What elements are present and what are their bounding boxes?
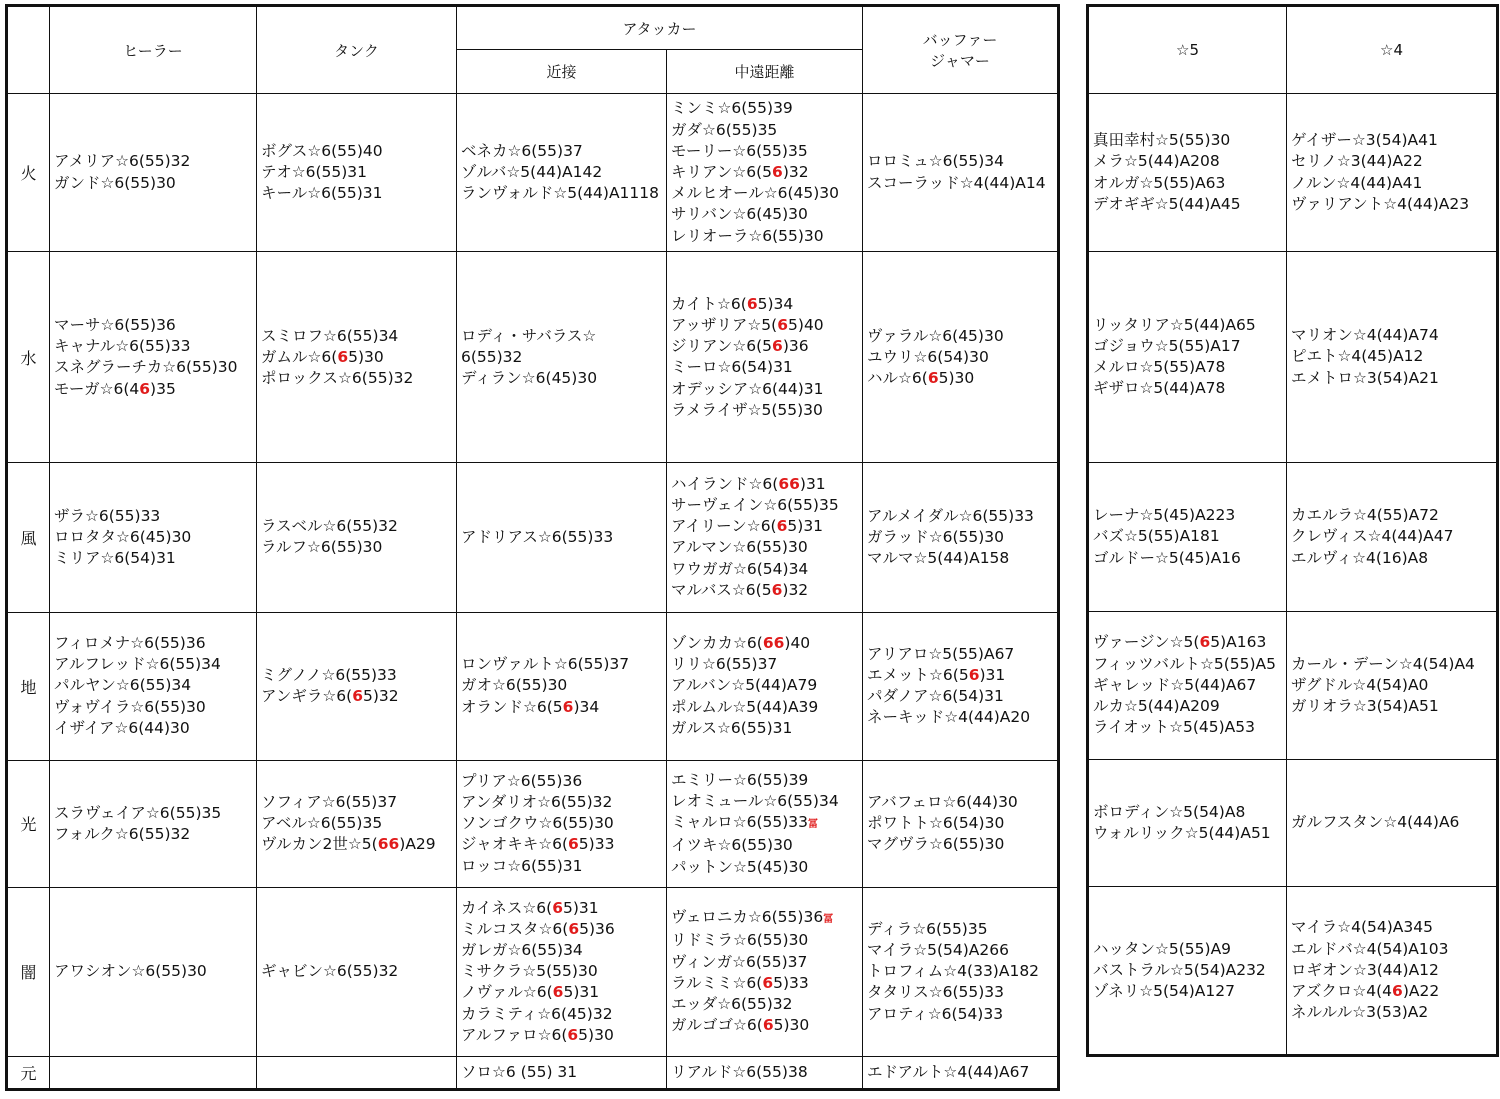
entry: アドリアス☆6(55)33 xyxy=(461,527,614,546)
entry: マイラ☆5(54)A266 xyxy=(867,941,1009,960)
star-row xyxy=(1088,760,1498,887)
entry: ロギオン☆3(44)A12 xyxy=(1291,960,1439,979)
entry: アルファロ☆6(65)30 xyxy=(461,1025,614,1044)
entry: ノルン☆4(44)A41 xyxy=(1291,173,1423,192)
entry: メルヒオール☆6(45)30 xyxy=(671,184,839,203)
entry: ガダ☆6(55)35 xyxy=(671,120,778,139)
element-label: 闇 xyxy=(7,887,50,1056)
ranged-cell xyxy=(667,463,863,612)
melee-cell xyxy=(457,612,667,760)
entry: ギャビン☆6(55)32 xyxy=(261,962,399,981)
entry: リッタリア☆5(44)A65 xyxy=(1093,315,1256,334)
entry: ガオ☆6(55)30 xyxy=(461,676,568,695)
entry: アッザリア☆5(65)40 xyxy=(671,315,824,334)
entry: バズ☆5(55)A181 xyxy=(1093,527,1220,546)
tank-cell xyxy=(257,612,457,760)
entry: スラヴェイア☆6(55)35 xyxy=(54,803,222,822)
highlight-digit: 6 xyxy=(552,983,564,1002)
header-tank: タンク xyxy=(257,6,457,94)
entry: アルフレッド☆6(55)34 xyxy=(54,655,221,674)
highlight-digit: 6 xyxy=(762,973,774,992)
entry: ポロックス☆6(55)32 xyxy=(261,368,414,387)
entry: セリノ☆3(44)A22 xyxy=(1291,152,1423,171)
buffer-cell xyxy=(863,94,1059,252)
star5-cell xyxy=(1088,887,1287,1056)
entry: パダノア☆6(54)31 xyxy=(867,687,1004,706)
entry: イツキ☆6(55)30 xyxy=(671,836,793,855)
entry: プリア☆6(55)36 xyxy=(461,771,583,790)
entry: オルガ☆5(55)A63 xyxy=(1093,173,1226,192)
highlight-digit: 66 xyxy=(377,835,400,854)
main-table-body xyxy=(7,94,1059,1090)
entry: アルマン☆6(55)30 xyxy=(671,538,808,557)
entry: ガルゴゴ☆6(65)30 xyxy=(671,1016,810,1035)
entry: パルヤン☆6(55)34 xyxy=(54,676,192,695)
tank-cell xyxy=(257,887,457,1056)
entry: アリアロ☆5(55)A67 xyxy=(867,644,1015,663)
highlight-digit: 6 xyxy=(568,919,580,938)
element-row xyxy=(7,94,1059,252)
entry: アベル☆6(55)35 xyxy=(261,814,383,833)
star5-cell xyxy=(1088,760,1287,887)
entry: 6(55)32 xyxy=(461,347,523,366)
highlight-digit: 6 xyxy=(1199,633,1211,652)
entry: ウォルリック☆5(44)A51 xyxy=(1093,824,1271,842)
entry: マリオン☆4(44)A74 xyxy=(1291,326,1439,345)
entry: ガムル☆6(65)30 xyxy=(261,347,384,366)
entry: レリオーラ☆6(55)30 xyxy=(671,226,824,245)
star4-cell xyxy=(1287,252,1498,463)
star5-cell xyxy=(1088,252,1287,463)
entry: ラスベル☆6(55)32 xyxy=(261,517,398,536)
ranged-cell xyxy=(667,887,863,1056)
entry: カエルラ☆4(55)A72 xyxy=(1291,506,1439,525)
entry: ディラン☆6(45)30 xyxy=(461,368,598,387)
entry: エルドバ☆4(54)A103 xyxy=(1291,939,1449,958)
entry: キリアン☆6(56)32 xyxy=(671,163,809,182)
entry: ポルムル☆5(44)A39 xyxy=(671,697,819,716)
entry: バストラル☆5(54)A232 xyxy=(1093,960,1266,979)
entry: メラ☆5(44)A208 xyxy=(1093,152,1220,171)
melee-cell xyxy=(457,252,667,463)
entry: ゾンカカ☆6(66)40 xyxy=(671,634,811,653)
entry: タタリス☆6(55)33 xyxy=(867,983,1005,1002)
healer-cell xyxy=(50,887,257,1056)
element-label: 風 xyxy=(7,463,50,612)
highlight-digit: 6 xyxy=(772,337,783,356)
highlight-digit: 66 xyxy=(762,634,785,653)
entry: ザラ☆6(55)33 xyxy=(54,506,161,525)
star5-cell xyxy=(1088,463,1287,612)
entry: ゾルバ☆5(44)A142 xyxy=(461,163,603,182)
buffer-cell xyxy=(863,1056,1059,1089)
entry: カラミティ☆6(45)32 xyxy=(461,1004,613,1023)
highlight-digit: 6 xyxy=(1392,982,1403,1001)
entry: スネグラーチカ☆6(55)30 xyxy=(54,358,238,377)
entry: エメット☆6(56)31 xyxy=(867,665,1006,684)
header-melee: 近接 xyxy=(457,50,667,94)
entry: ハル☆6(65)30 xyxy=(867,368,975,387)
entry: アルバン☆5(44)A79 xyxy=(671,676,818,695)
star4-cell xyxy=(1287,887,1498,1056)
entry: ネルルル☆3(53)A2 xyxy=(1291,1003,1429,1022)
highlight-digit: 6 xyxy=(968,665,980,684)
entry: カイト☆6(65)34 xyxy=(671,294,794,313)
highlight-digit: 6 xyxy=(777,315,789,334)
entry: トロフィム☆4(33)A182 xyxy=(867,962,1040,981)
entry: アイリーン☆6(65)31 xyxy=(671,517,824,536)
entry: ロンヴァルト☆6(55)37 xyxy=(461,655,630,674)
entry: ミンミ☆6(55)39 xyxy=(671,99,793,118)
entry: マルバス☆6(56)32 xyxy=(671,580,809,599)
entry: フィロメナ☆6(55)36 xyxy=(54,634,206,653)
header-buffer: バッファー xyxy=(922,31,998,50)
star-row xyxy=(1088,612,1498,760)
entry: ジャオキキ☆6(65)33 xyxy=(461,835,615,854)
entry: デオギギ☆5(44)A45 xyxy=(1093,194,1241,213)
tank-cell xyxy=(257,252,457,463)
tank-cell xyxy=(257,760,457,887)
melee-cell xyxy=(457,760,667,887)
entry: ミサクラ☆5(55)30 xyxy=(461,962,598,981)
entry: ガラッド☆6(55)30 xyxy=(867,527,1005,546)
entry: ヴァージン☆5(65)A163 xyxy=(1093,633,1267,652)
melee-cell xyxy=(457,1056,667,1089)
entry: リドミラ☆6(55)30 xyxy=(671,931,809,950)
entry: ロッコ☆6(55)31 xyxy=(461,856,583,875)
melee-cell xyxy=(457,887,667,1056)
entry: カイネス☆6(65)31 xyxy=(461,898,599,917)
healer-cell xyxy=(50,463,257,612)
entry: レオミュール☆6(55)34 xyxy=(671,791,839,810)
entry: スコーラッド☆4(44)A14 xyxy=(867,173,1046,192)
entry: ボグス☆6(55)40 xyxy=(261,141,383,160)
entry: ゴルドー☆5(45)A16 xyxy=(1093,548,1241,567)
star-table-body xyxy=(1088,94,1498,1056)
buffer-cell xyxy=(863,612,1059,760)
entry: マーサ☆6(55)36 xyxy=(54,315,176,334)
element-label: 火 xyxy=(7,94,50,252)
healer-cell xyxy=(50,94,257,252)
entry: ソフィア☆6(55)37 xyxy=(261,792,398,811)
highlight-digit: 66 xyxy=(778,474,800,493)
entry: マルマ☆5(44)A158 xyxy=(867,549,1010,568)
element-row xyxy=(7,252,1059,463)
entry: ワウガガ☆6(54)34 xyxy=(671,559,809,578)
entry: ボロディン☆5(54)A8 xyxy=(1093,802,1246,821)
element-row xyxy=(7,760,1059,887)
entry: ネーキッド☆4(44)A20 xyxy=(867,708,1031,727)
entry: スミロフ☆6(55)34 xyxy=(261,326,399,345)
entry: パットン☆5(45)30 xyxy=(671,857,809,876)
entry: キャナル☆6(55)33 xyxy=(54,337,191,356)
entry: 真田幸村☆5(55)30 xyxy=(1093,131,1231,150)
buffer-cell xyxy=(863,887,1059,1056)
header-ranged: 中遠距離 xyxy=(667,50,863,94)
element-label: 水 xyxy=(7,252,50,463)
tank-cell xyxy=(257,463,457,612)
highlight-digit: 6 xyxy=(562,697,574,716)
entry: ソンゴクウ☆6(55)30 xyxy=(461,814,614,833)
entry: クレヴィス☆4(44)A47 xyxy=(1291,527,1454,546)
red-mark: 冨 xyxy=(823,914,834,926)
entry: エルヴィ☆4(16)A8 xyxy=(1291,548,1429,567)
header-buffer-jammer xyxy=(863,6,1059,94)
entry: モーガ☆6(46)35 xyxy=(54,379,176,398)
highlight-digit: 6 xyxy=(927,368,939,387)
element-label: 地 xyxy=(7,612,50,760)
healer-cell xyxy=(50,760,257,887)
element-row xyxy=(7,463,1059,612)
entry: ガルフスタン☆4(44)A6 xyxy=(1291,813,1460,832)
element-label: 元 xyxy=(7,1056,50,1089)
entry: サーヴェイン☆6(55)35 xyxy=(671,496,839,515)
highlight-digit: 6 xyxy=(568,835,579,854)
entry: サリバン☆6(45)30 xyxy=(671,205,808,224)
entry: ギャレッド☆5(44)A67 xyxy=(1093,675,1257,694)
entry: リアルド☆6(55)38 xyxy=(671,1062,808,1081)
star-row xyxy=(1088,887,1498,1056)
entry: ピエト☆4(45)A12 xyxy=(1291,347,1424,366)
buffer-cell xyxy=(863,760,1059,887)
entry: モーリー☆6(55)35 xyxy=(671,141,808,160)
header-healer: ヒーラー xyxy=(50,6,257,94)
buffer-cell xyxy=(863,252,1059,463)
element-row xyxy=(7,1056,1059,1089)
entry: カール・デーン☆4(54)A4 xyxy=(1291,654,1475,673)
entry: ガンド☆6(55)30 xyxy=(54,173,176,192)
entry: ザグドル☆4(54)A0 xyxy=(1291,675,1429,694)
highlight-digit: 6 xyxy=(552,898,563,917)
entry: アンギラ☆6(65)32 xyxy=(261,687,399,706)
highlight-digit: 6 xyxy=(776,517,788,536)
healer-cell xyxy=(50,252,257,463)
element-label: 光 xyxy=(7,760,50,887)
highlight-digit: 6 xyxy=(771,580,783,599)
entry: オランド☆6(56)34 xyxy=(461,697,600,716)
header-corner xyxy=(7,6,50,94)
entry: エメトロ☆3(54)A21 xyxy=(1291,368,1439,387)
ranged-cell xyxy=(667,1056,863,1089)
ranged-cell xyxy=(667,252,863,463)
highlight-digit: 6 xyxy=(762,1016,774,1035)
entry: ヴァラル☆6(45)30 xyxy=(867,326,1004,345)
entry: ランヴォルド☆5(44)A1118 xyxy=(461,184,660,203)
star4-cell xyxy=(1287,94,1498,252)
ranged-cell xyxy=(667,612,863,760)
star4-cell xyxy=(1287,612,1498,760)
entry: ルカ☆5(44)A209 xyxy=(1093,697,1220,716)
entry: リリ☆6(55)37 xyxy=(671,655,778,674)
entry: フィッツバルト☆5(55)A5 xyxy=(1093,654,1276,673)
entry: ロディ・サバラス☆ xyxy=(461,326,597,345)
buffer-cell xyxy=(863,463,1059,612)
entry: エドアルト☆4(44)A67 xyxy=(867,1062,1030,1081)
highlight-digit: 6 xyxy=(337,347,349,366)
entry: アルメイダル☆6(55)33 xyxy=(867,506,1034,525)
entry: アズクロ☆4(46)A22 xyxy=(1291,982,1440,1001)
entry: ラメライザ☆5(55)30 xyxy=(671,400,823,419)
entry: ミルコスタ☆6(65)36 xyxy=(461,919,615,938)
entry: アンダリオ☆6(55)32 xyxy=(461,792,613,811)
entry: ソロ☆6 (55) 31 xyxy=(461,1062,578,1081)
entry: ラルフ☆6(55)30 xyxy=(261,538,383,557)
melee-cell xyxy=(457,94,667,252)
entry: ライオット☆5(45)A53 xyxy=(1093,718,1256,737)
header-jammer: ジャマー xyxy=(930,52,990,71)
header-attacker: アタッカー xyxy=(457,6,863,50)
entry: ユウリ☆6(54)30 xyxy=(867,347,989,366)
entry: アロティ☆6(54)33 xyxy=(867,1004,1004,1023)
entry: ゲイザー☆3(54)A41 xyxy=(1291,131,1438,150)
header-star5: ☆5 xyxy=(1088,6,1287,94)
entry: キール☆6(55)31 xyxy=(261,184,383,203)
highlight-digit: 6 xyxy=(352,687,363,706)
entry: アバフェロ☆6(44)30 xyxy=(867,792,1018,811)
healer-cell xyxy=(50,1056,257,1089)
entry: ハッタン☆5(55)A9 xyxy=(1093,939,1232,958)
header-star4: ☆4 xyxy=(1287,6,1498,94)
entry: マイラ☆4(54)A345 xyxy=(1291,918,1433,937)
entry: ガルス☆6(55)31 xyxy=(671,718,793,737)
entry: ベネカ☆6(55)37 xyxy=(461,141,583,160)
entry: エッダ☆6(55)32 xyxy=(671,995,793,1014)
entry: ラルミミ☆6(65)33 xyxy=(671,973,809,992)
entry: ガレガ☆6(55)34 xyxy=(461,941,583,960)
entry: アワシオン☆6(55)30 xyxy=(54,962,207,981)
entry: レーナ☆5(45)A223 xyxy=(1093,506,1236,525)
red-mark: 冨 xyxy=(808,819,818,831)
element-row xyxy=(7,887,1059,1056)
star5-cell xyxy=(1088,94,1287,252)
main-character-table xyxy=(5,4,1060,1091)
entry: ノヴァル☆6(65)31 xyxy=(461,983,600,1002)
entry: ハイランド☆6(66)31 xyxy=(671,474,826,493)
entry: ミャルロ☆6(55)33冨 xyxy=(671,813,818,832)
entry: ヴァリアント☆4(44)A23 xyxy=(1291,194,1470,213)
entry: ヴォヴイラ☆6(55)30 xyxy=(54,697,206,716)
star-row xyxy=(1088,252,1498,463)
entry: ディラ☆6(55)35 xyxy=(867,919,988,938)
star-row xyxy=(1088,94,1498,252)
entry: ロロミュ☆6(55)34 xyxy=(867,152,1005,171)
entry: ミーロ☆6(54)31 xyxy=(671,358,793,377)
ranged-cell xyxy=(667,94,863,252)
tank-cell xyxy=(257,94,457,252)
element-row xyxy=(7,612,1059,760)
entry: ギザロ☆5(44)A78 xyxy=(1093,379,1226,398)
entry: ポワトト☆6(54)30 xyxy=(867,814,1005,833)
highlight-digit: 6 xyxy=(746,294,758,313)
entry: ゾネリ☆5(54)A127 xyxy=(1093,982,1235,1001)
star-row xyxy=(1088,463,1498,612)
star-character-table xyxy=(1086,4,1499,1057)
entry: テオ☆6(55)31 xyxy=(261,163,367,182)
highlight-digit: 6 xyxy=(139,379,151,398)
entry: ヴェロニカ☆6(55)36冨 xyxy=(671,908,834,927)
entry: ガリオラ☆3(54)A51 xyxy=(1291,697,1439,716)
entry: アメリア☆6(55)32 xyxy=(54,152,191,171)
melee-cell xyxy=(457,463,667,612)
entry: ヴィンガ☆6(55)37 xyxy=(671,952,808,971)
entry: フォルク☆6(55)32 xyxy=(54,824,191,843)
entry: マグヴラ☆6(55)30 xyxy=(867,835,1005,854)
star4-cell xyxy=(1287,463,1498,612)
entry: ミグノノ☆6(55)33 xyxy=(261,665,397,684)
star4-cell xyxy=(1287,760,1498,887)
entry: ジリアン☆6(56)36 xyxy=(671,337,809,356)
ranged-cell xyxy=(667,760,863,887)
highlight-digit: 6 xyxy=(772,163,783,182)
star5-cell xyxy=(1088,612,1287,760)
highlight-digit: 6 xyxy=(567,1025,579,1044)
entry: イザイア☆6(44)30 xyxy=(54,718,190,737)
entry: エミリー☆6(55)39 xyxy=(671,770,809,789)
entry: メルロ☆5(55)A78 xyxy=(1093,358,1226,376)
entry: ゴジョウ☆5(55)A17 xyxy=(1093,336,1241,355)
entry: ミリア☆6(54)31 xyxy=(54,549,176,568)
tank-cell xyxy=(257,1056,457,1089)
entry: ヴルカン2世☆5(66)A29 xyxy=(261,835,436,854)
healer-cell xyxy=(50,612,257,760)
entry: ロロタタ☆6(45)30 xyxy=(54,527,192,546)
entry: オデッシア☆6(44)31 xyxy=(671,379,824,398)
